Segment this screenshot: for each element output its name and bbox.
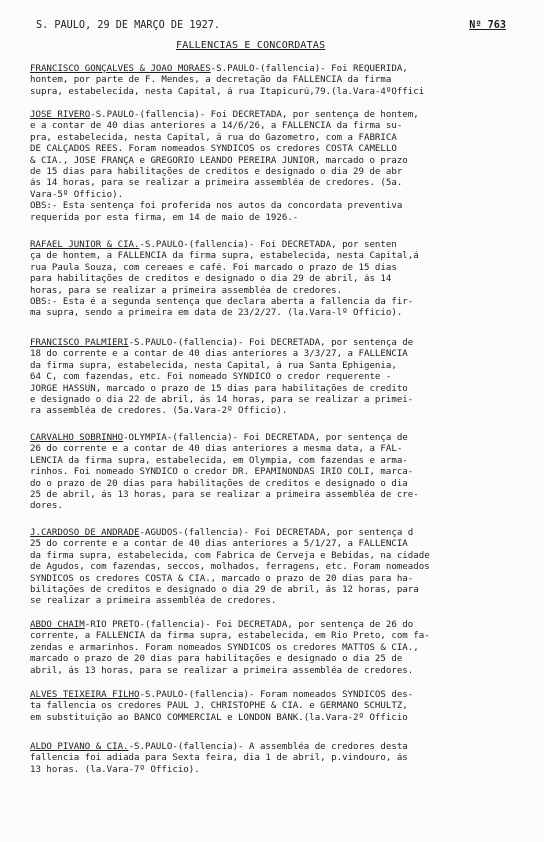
entry-line <box>30 286 516 297</box>
entry-line <box>30 274 516 285</box>
entry-firm-name: FRANCISCO PALMIERI <box>30 338 129 348</box>
entry-line <box>30 528 516 539</box>
entry-line <box>30 666 516 677</box>
entry-text: ta fallencia os credores PAUL J. CHRISTOPHE & CIA. e GERMANO SCHULTZ, <box>30 701 408 712</box>
entry-text: e a contar de 40 dias anteriores a 14/6/26, a FALLENCIA da firma su- <box>30 121 403 132</box>
entry-text: para habilitações de creditos e designado o dia 29 de abril, ás 14 <box>30 274 392 285</box>
entry-text: hontem, por parte de F. Mendes, a decretação da FALLENCIA da firma <box>30 75 392 86</box>
entry-line <box>30 620 516 631</box>
entry-text: SYNDICOS os credores COSTA & CIA., marcado o prazo de 20 dias para ha- <box>30 573 414 584</box>
entry-line <box>30 562 516 573</box>
entry-text: ás 14 horas, para se realizar a primeira assembléa de credores. (5a. <box>30 178 403 189</box>
entry-line <box>30 690 516 701</box>
entry-text: de 15 dias para habilitações de creditos e designado o dia 29 de abr <box>30 167 403 178</box>
entry-firm-name: JOSÉ RIVERO <box>30 110 91 120</box>
entry-text: da firma supra, estabelecida, nesta Capital, á rua Santa Ephigenia, <box>30 360 397 371</box>
entry-text: requerida por esta firma, em 14 de maio de 1926.- <box>30 212 299 223</box>
entry-firm-name: ALDO PIVANO & CIA. <box>30 742 129 752</box>
entry-line <box>30 467 516 478</box>
entry-text: supra, estabelecida, nesta Capital, á rua Itapicurú,79.(la.Vara-4ºOffici <box>30 86 425 97</box>
entry-item <box>30 528 516 608</box>
entry-line <box>30 433 516 444</box>
entry-text: corrente, a FALLENCIA da firma supra, estabelecida, em Rio Preto, com fa- <box>30 631 430 642</box>
entry-text: OBS:- Esta é a segunda sentença que declara aberta a fallencia da fir- <box>30 297 414 308</box>
section-title: FALLENCIAS E CONCORDATAS <box>176 40 326 51</box>
entry-text: do o prazo de 20 dias para habilitações de creditos e designado o dia <box>30 478 408 489</box>
entry-item <box>30 620 516 677</box>
entry-text: ça de hontem, a FALLENCIA da firma supra, estabelecida, nesta Capital,á <box>30 251 419 262</box>
entry-text: ma supra, sendo a primeira em data de 23/2/27. (la.Vara-lº Officio). <box>30 308 403 319</box>
entry-line <box>30 156 516 167</box>
entry-text: -S.PAULO-(fallencia)- A assembléa de credores desta <box>128 742 408 752</box>
entry-line <box>30 190 516 201</box>
entry-text: -S.PAULO-(fallencia)- Foram nomeados SYNDICOS des- <box>139 690 414 700</box>
entry-line <box>30 490 516 501</box>
entry-text: LENCIA da firma supra, estabelecida, em Olympia, com fazendas e arma- <box>30 455 408 466</box>
entry-line <box>30 263 516 274</box>
entry-item <box>30 110 516 224</box>
entry-line <box>30 753 516 764</box>
entry-line <box>30 64 516 75</box>
entry-text: 64 C, com fazendas, etc. Foi nomeado SYNDICO o credor requerente - <box>30 372 392 383</box>
entry-line <box>30 201 516 212</box>
entry-text: em substituição ao BANCO COMMERCIAL e LONDON BANK.(la.Vara-2º Officio <box>30 712 408 723</box>
entry-text: zendas e armarinhos. Foram nomeados SYNDICOS os credores MATTOS & CIA., <box>30 642 419 653</box>
entry-line <box>30 361 516 372</box>
entry-text: -S.PAULO-(fallencia)- Foi REQUERIDA, <box>210 64 408 74</box>
entry-line <box>30 765 516 776</box>
entry-text: bilitações de creditos e designado o dia 29 de abril, ás 12 horas, para <box>30 585 419 596</box>
entry-line <box>30 585 516 596</box>
entry-text: -AGUDOS-(fallencia)- Foi DECRETADA, por sentença d <box>139 528 414 538</box>
entry-text: abril, ás 13 horas, para se realizar a primeira assembléa de credores. <box>30 665 414 676</box>
entry-text: & CIA., JOSÉ FRANÇA e GREGORIO LEANDO PEREIRA JUNIOR, marcado o prazo <box>30 155 408 166</box>
entry-text: e designado o dia 22 de abril, ás 14 horas, para se realizar a primei- <box>30 395 414 406</box>
entry-text: Vara-5º Officio). <box>30 189 124 200</box>
entry-text: JORGE HASSUN, marcado o prazo de 15 dias para habilitações de credito <box>30 383 408 394</box>
entry-line <box>30 297 516 308</box>
entry-line <box>30 713 516 724</box>
entry-text: 13 horas. (la.Vara-7º Officio). <box>30 764 200 775</box>
entry-text: 18 do corrente e a contar de 40 dias anteriores a 3/3/27, a FALLENCIA <box>30 349 408 360</box>
entry-text: horas, para se realizar a primeira assembléa de credores. <box>30 285 343 296</box>
entry-line <box>30 406 516 417</box>
entry-line <box>30 372 516 383</box>
entry-firm-name: RAFAEL JUNIOR & CIA. <box>30 240 140 250</box>
entry-text: se realizar a primeira assembléa de credores. <box>30 596 277 607</box>
entry-text: de Agudos, com fazendas, seccos, molhados, ferragens, etc. Foram nomeados <box>30 562 430 573</box>
entry-line <box>30 75 516 86</box>
entry-item <box>30 338 516 418</box>
entry-line <box>30 654 516 665</box>
entry-text: -S.PAULO-(fallencia)- Foi DECRETADA, por sentença de <box>128 338 414 348</box>
entry-text: dores. <box>30 501 63 512</box>
entry-line <box>30 701 516 712</box>
entry-line <box>30 501 516 512</box>
entry-item <box>30 64 516 98</box>
entry-text: fallencia foi adiada para Sexta feira, dia 1 de abril, p.vindouro, ás <box>30 753 408 764</box>
entry-line <box>30 479 516 490</box>
entry-text: pra, estabelecida, nesta Capital, á rua do Gazometro, com a FABRICA <box>30 132 397 143</box>
entry-line <box>30 574 516 585</box>
entry-line <box>30 456 516 467</box>
entry-item <box>30 742 516 776</box>
entry-line <box>30 110 516 121</box>
entry-line <box>30 251 516 262</box>
entry-text: rinhos. Foi nomeado SYNDICO o credor DR. EPAMINONDAS IRIO COLI, marca- <box>30 467 414 478</box>
entry-text: DE CALÇADOS REES. Foram nomeados SYNDICOS os credores COSTA CAMELLO <box>30 144 397 155</box>
entry-item <box>30 433 516 513</box>
entry-line <box>30 384 516 395</box>
entry-line <box>30 395 516 406</box>
entry-line <box>30 742 516 753</box>
entry-line <box>30 213 516 224</box>
entry-line <box>30 539 516 550</box>
entry-line <box>30 87 516 98</box>
entry-line <box>30 349 516 360</box>
entry-line <box>30 133 516 144</box>
entry-text: -S.PAULO-(fallencia)- Foi DECRETADA, por sentença de hontem, <box>90 110 419 120</box>
entry-line <box>30 178 516 189</box>
bulletin-number: Nº 763 <box>469 20 506 31</box>
entry-firm-name: J.CARDOSO DE ANDRADE <box>30 528 140 538</box>
entry-text: 25 do corrente e a contar de 40 dias anteriores a 5/1/27, a FALLENCIA <box>30 539 408 550</box>
entry-line <box>30 444 516 455</box>
entry-line <box>30 167 516 178</box>
entry-item <box>30 690 516 724</box>
entry-text: da firma supra, estabelecida, com Fabrica de Cerveja e Bebidas, na cidade <box>30 550 430 561</box>
entry-line <box>30 631 516 642</box>
entry-text: 25 de abril, ás 13 horas, para se realizar a primeira assembléa de cre- <box>30 490 419 501</box>
entry-item <box>30 240 516 320</box>
entry-line <box>30 121 516 132</box>
entry-text: OBS:- Esta sentença foi proferida nos autos da concordata preventiva <box>30 201 403 212</box>
entry-line <box>30 596 516 607</box>
entry-line <box>30 308 516 319</box>
entry-line <box>30 240 516 251</box>
entry-line <box>30 144 516 155</box>
entry-text: rua Paula Souza, com cereaes e café. Foi marcado o prazo de 15 dias <box>30 262 397 273</box>
entry-line <box>30 551 516 562</box>
entry-text: -S.PAULO-(fallencia)- Foi DECRETADA, por senten <box>139 240 397 250</box>
entry-text: ra assembléa de credores. (5a.Vara-2º Officio). <box>30 406 288 417</box>
header-date: S. PAULO, 29 DE MARÇO DE 1927. <box>36 20 221 31</box>
entry-firm-name: ABDO CHAIM <box>30 620 85 630</box>
entry-firm-name: CARVALHO SOBRINHO <box>30 433 124 443</box>
entry-line <box>30 338 516 349</box>
entry-line <box>30 643 516 654</box>
entry-firm-name: ALVES TEIXEIRA FILHO <box>30 690 140 700</box>
entry-firm-name: FRANCISCO GONÇALVES & JOÃO MORAES <box>30 64 211 74</box>
entry-text: -RIO PRETO-(fallencia)- Foi DECRETADA, por sentença de 26 do <box>84 620 414 630</box>
entry-text: -OLYMPIA-(fallencia)- Foi DECRETADA, por sentença de <box>123 433 408 443</box>
entry-text: 26 do corrente e a contar de 40 dias anteriores a mesma data, a FAL- <box>30 444 403 455</box>
entry-text: marcado o prazo de 20 dias para habilitações e designado o dia 25 de <box>30 654 403 665</box>
